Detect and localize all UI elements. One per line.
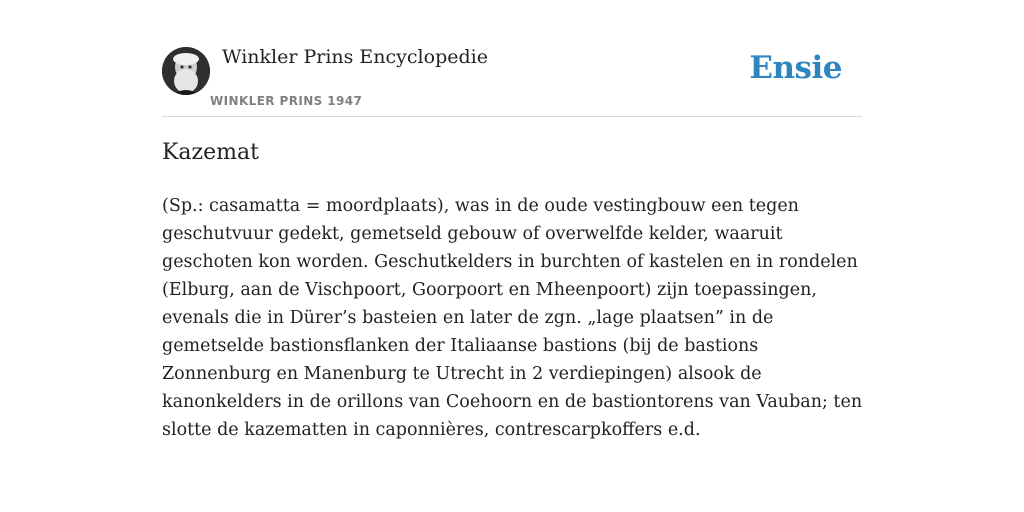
brand-logo[interactable]: Ensie bbox=[749, 50, 842, 86]
source-header bbox=[162, 0, 862, 117]
source-subtitle[interactable]: WINKLER PRINS 1947 bbox=[210, 94, 363, 108]
portrait-avatar-icon[interactable] bbox=[162, 47, 210, 95]
article-body: (Sp.: casamatta = moordplaats), was in de oude vestingbouw een tegen geschutvuur gedekt, gemetseld gebouw of overwelfde kelder, waaruit geschoten kon worden. Geschutkelders in burchten of kastelen en in rondelen (Elburg, aan de Vischpoort, Goorpoort en Mheenpoort) zijn toepassingen, evenals die in Dürer’s basteien en later de zgn. „lage plaatsen” in de gemetselde bastionsflanken der Italiaanse bastions (bij de bastions Zonnenburg en Manenburg te Utrecht in 2 verdiepingen) alsook de kanonkelders in de orillons van Coehoorn en de bastiontorens van Vauban; ten slotte de kazematten in caponnières, contrescarpkoffers e.d. bbox=[162, 196, 863, 440]
avatar-portrait-graphic bbox=[162, 47, 210, 95]
article-title: Kazemat bbox=[162, 140, 259, 165]
source-title[interactable]: Winkler Prins Encyclopedie bbox=[222, 46, 488, 68]
